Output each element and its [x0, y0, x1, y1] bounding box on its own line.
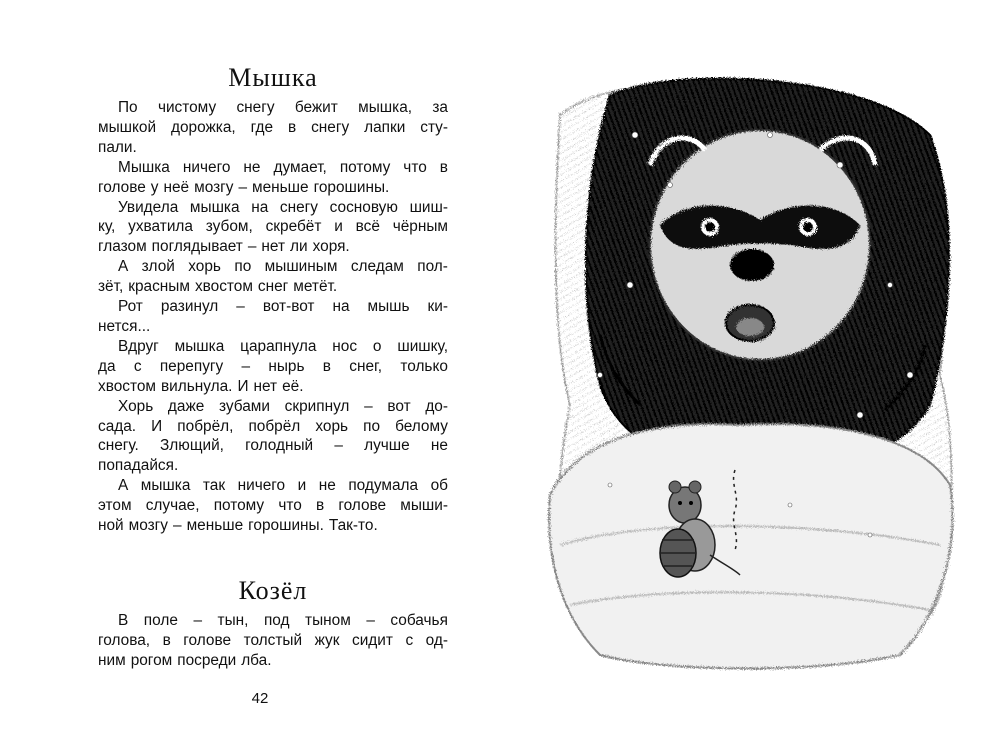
text-line: этом случае, потому что в голове мыши- [98, 497, 448, 515]
text-line: глазом поглядывает – нет ли хоря. [98, 238, 350, 256]
text-line: хвостом вильнула. И нет её. [98, 377, 304, 395]
text-line: Рот разинул – вот-вот на мышь ки- [118, 298, 448, 316]
story-body-goat [98, 611, 448, 671]
text-line: голова, в голове толстый жук сидит с од- [98, 631, 448, 649]
text-line: попадайся. [98, 457, 179, 475]
text-page [98, 60, 448, 671]
text-line: По чистому снегу бежит мышка, за [118, 99, 448, 116]
ferret-figure [586, 79, 949, 466]
text-line: Увидела мышка на снегу сосновую шиш- [118, 198, 448, 216]
text-line: ним рогом посреди лба. [98, 651, 272, 669]
page-number: 42 [251, 690, 269, 707]
pinecone-figure [660, 529, 696, 577]
story-title-goat: Козёл [238, 575, 308, 605]
text-line: зёт, красным хвостом снег метёт. [98, 278, 338, 296]
text-line: ной мозгу – меньше горошины. Так-то. [98, 517, 378, 535]
text-line: снегу. Злющий, голодный – лучше не [98, 437, 448, 455]
text-line: Мышка ничего не думает, потому что в [118, 158, 448, 176]
text-line: ку, ухватила зубом, скребёт и всё чёрным [98, 218, 448, 236]
text-line: А злой хорь по мышиным следам пол- [118, 258, 448, 276]
text-line: голове у неё мозгу – меньше горошины. [98, 178, 390, 196]
text-line: сада. И побрёл, побрёл хорь по белому [98, 417, 448, 435]
text-line: В поле – тын, под тыном – собачья [118, 611, 448, 629]
text-line: нется... [98, 317, 151, 335]
snow-bank [549, 424, 952, 668]
ferret-and-mouse-illustration [540, 75, 960, 675]
text-line: да с перепугу – нырь в снег, только [98, 357, 448, 375]
text-line: мышкой дорожка, где в снегу лапки сту- [98, 118, 448, 136]
text-line: Вдруг мышка царапнула нос о шишку, [118, 337, 448, 355]
text-line: пали. [98, 138, 137, 156]
text-line: А мышка так ничего и не подумала об [118, 477, 448, 495]
text-line: Хорь даже зубами скрипнул – вот до- [118, 397, 448, 415]
story-body-mouse [98, 98, 448, 536]
story-title-mouse: Мышка [228, 63, 318, 92]
